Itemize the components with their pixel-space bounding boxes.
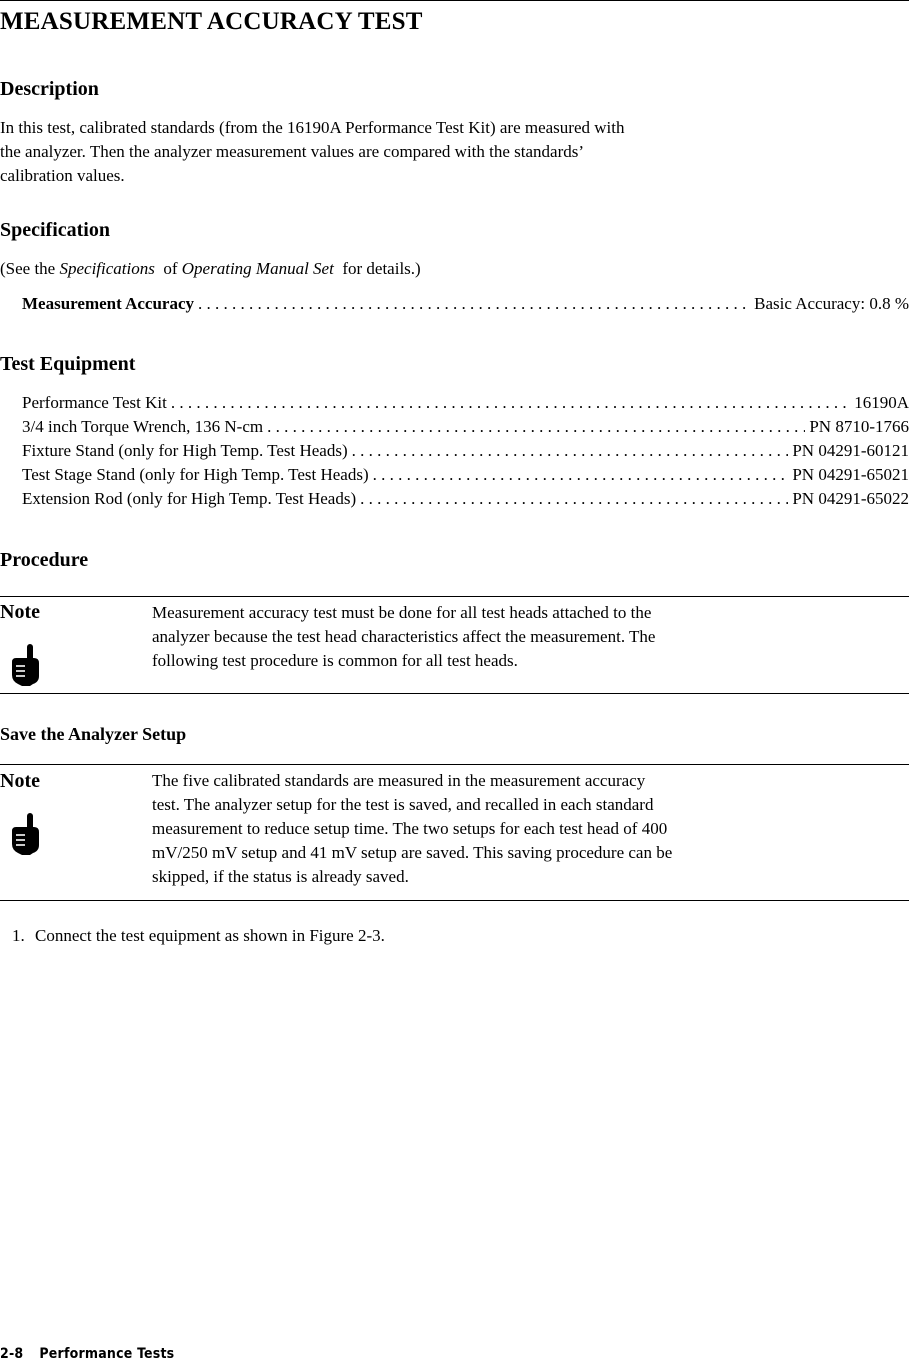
specification-reference — [0, 257, 880, 281]
step-number: 1. — [12, 926, 25, 945]
note-text — [152, 769, 892, 889]
note-line: following test procedure is common for all test heads. — [152, 651, 518, 670]
description-line: the analyzer. Then the analyzer measurement values are compared with the standards’ — [0, 142, 585, 161]
description-line: calibration values. — [0, 166, 125, 185]
note-rule-top — [0, 764, 909, 765]
leader-dots — [352, 441, 789, 461]
note-line: measurement to reduce setup time. The two setups for each test head of 400 — [152, 819, 668, 838]
equipment-name: Fixture Stand (only for High Temp. Test Heads) — [22, 441, 348, 460]
pointing-hand-icon — [8, 644, 42, 688]
specification-heading: Specification — [0, 219, 110, 241]
pointing-hand-icon — [8, 813, 42, 857]
description-text — [0, 116, 880, 188]
leader-dots — [373, 465, 789, 485]
equipment-row — [22, 441, 909, 465]
top-rule — [0, 0, 909, 1]
note-text — [152, 601, 892, 673]
description-heading: Description — [0, 78, 99, 100]
save-setup-heading: Save the Analyzer Setup — [0, 724, 187, 744]
page-title: MEASUREMENT ACCURACY TEST — [0, 8, 423, 35]
equipment-row — [22, 393, 909, 417]
spec-ref-mid: of — [154, 259, 182, 278]
spec-ref-manual-set: Operating Manual Set — [181, 259, 334, 278]
equipment-part: 16190A — [854, 393, 909, 412]
note-line: test. The analyzer setup for the test is saved, and recalled in each standard — [152, 795, 654, 814]
equipment-row — [22, 489, 909, 513]
description-line: In this test, calibrated standards (from the 16190A Performance Test Kit) are measured with — [0, 118, 625, 137]
equipment-part: PN 04291-65022 — [792, 489, 909, 508]
footer-section: Performance Tests — [39, 1346, 175, 1362]
equipment-name: 3/4 inch Torque Wrench, 136 N-cm — [22, 417, 264, 436]
note-label: Note — [0, 770, 40, 792]
note-line: skipped, if the status is already saved. — [152, 867, 409, 886]
leader-dots — [171, 393, 850, 413]
note-rule-top — [0, 596, 909, 597]
spec-measurement-accuracy-row — [22, 294, 909, 318]
equipment-part: PN 8710-1766 — [809, 417, 909, 436]
note-line: mV/250 mV setup and 41 mV setup are saved. This saving procedure can be — [152, 843, 673, 862]
leader-dots — [360, 489, 788, 509]
equipment-part: PN 04291-65021 — [792, 465, 909, 484]
equipment-name: Test Stage Stand (only for High Temp. Test Heads) — [22, 465, 369, 484]
spec-item-label: Measurement Accuracy — [22, 294, 194, 313]
equipment-row — [22, 465, 909, 489]
test-equipment-heading: Test Equipment — [0, 353, 136, 375]
note-label: Note — [0, 601, 40, 623]
procedure-heading: Procedure — [0, 549, 89, 571]
equipment-name: Performance Test Kit — [22, 393, 167, 412]
note-rule-bottom — [0, 693, 909, 694]
spec-ref-prefix: (See the — [0, 259, 60, 278]
leader-dots — [198, 294, 750, 314]
spec-item-value: Basic Accuracy: 0.8 % — [754, 294, 909, 313]
equipment-name: Extension Rod (only for High Temp. Test Heads) — [22, 489, 357, 508]
note-line: The five calibrated standards are measured in the measurement accuracy — [152, 771, 646, 790]
equipment-part: PN 04291-60121 — [792, 441, 909, 460]
procedure-step — [12, 926, 385, 946]
page-footer — [0, 1346, 174, 1362]
note-rule-bottom — [0, 900, 909, 901]
footer-page-number: 2-8 — [0, 1346, 24, 1362]
spec-ref-suffix: for details.) — [333, 259, 421, 278]
leader-dots — [267, 417, 805, 437]
spec-ref-specifications: Specifications — [59, 259, 155, 278]
equipment-row — [22, 417, 909, 441]
note-line: Measurement accuracy test must be done for all test heads attached to the — [152, 603, 652, 622]
note-line: analyzer because the test head characteristics affect the measurement. The — [152, 627, 656, 646]
step-text: Connect the test equipment as shown in Figure 2-3. — [35, 926, 385, 945]
